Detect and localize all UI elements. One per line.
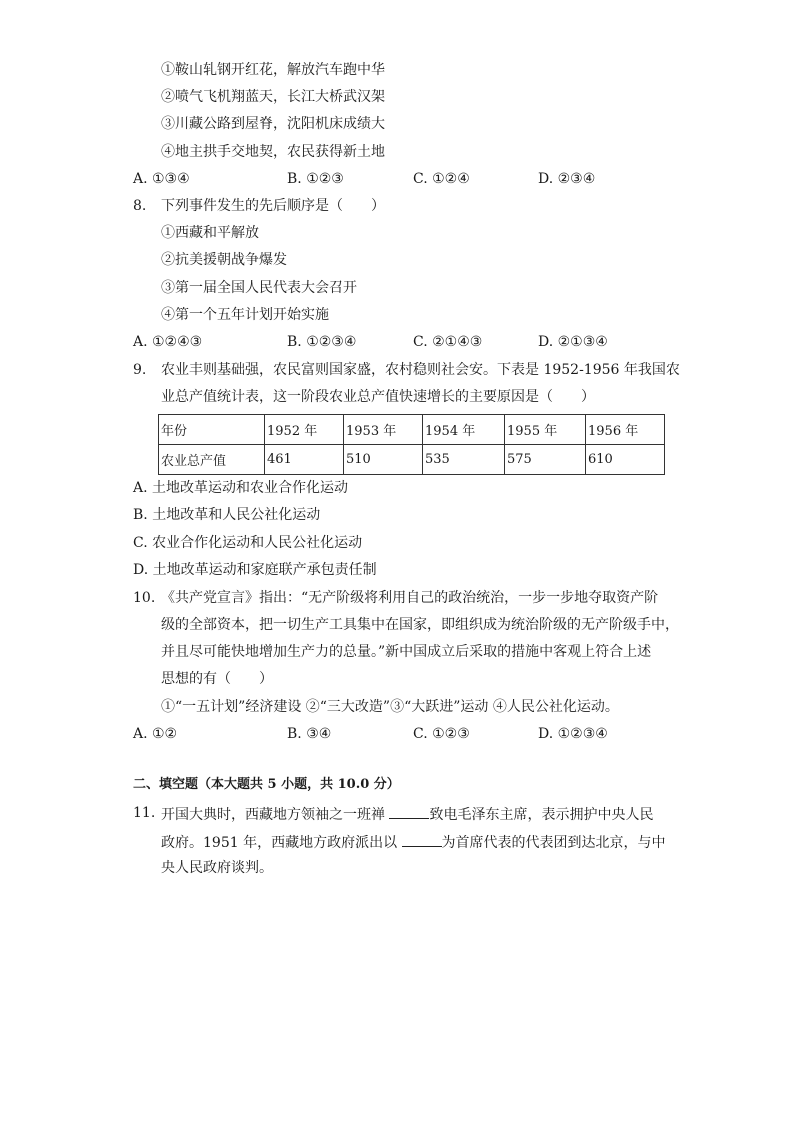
q10-stem-line-3: 并且尽可能快地增加生产力的总量。”新中国成立后采取的措施中客观上符合上述 bbox=[161, 644, 652, 660]
q11-line-1 bbox=[161, 804, 653, 824]
q7-option-c: C. ①②④ bbox=[413, 171, 470, 187]
table-row bbox=[159, 415, 665, 445]
q8-number: 8. bbox=[133, 198, 147, 214]
q10-stem-line-4: 思想的有（ ） bbox=[161, 671, 273, 687]
table-row bbox=[159, 445, 665, 475]
q10-items: ①“一五计划”经济建设 ②“三大改造”③“大跃进”运动 ④人民公社化运动。 bbox=[161, 699, 619, 715]
q9-option-a: A. 土地改革运动和农业合作化运动 bbox=[133, 480, 349, 496]
q8-option-d: D. ②①③④ bbox=[538, 334, 608, 350]
table-cell: 535 bbox=[423, 445, 505, 475]
table-cell: 610 bbox=[586, 445, 665, 475]
q11-answer-blank-2[interactable] bbox=[402, 832, 442, 847]
q11-line-1-text-a: 开国大典时，西藏地方领袖之一班禅 bbox=[161, 807, 390, 823]
q9-option-d: D. 土地改革运动和家庭联产承包责任制 bbox=[133, 562, 377, 578]
q7-option-b: B. ①②③ bbox=[287, 171, 344, 187]
q8-stem: 下列事件发生的先后顺序是（ ） bbox=[161, 198, 385, 214]
q7-item-4: ④地主拱手交地契，农民获得新土地 bbox=[161, 144, 385, 160]
q10-number: 10. bbox=[133, 590, 156, 606]
table-header-cell: 1952 年 bbox=[265, 415, 344, 445]
q10-stem-line-1: 《共产党宣言》指出：“无产阶级将利用自己的政治统治，一步一步地夺取资产阶 bbox=[161, 590, 659, 606]
q7-item-2: ②喷气飞机翔蓝天，长江大桥武汉架 bbox=[161, 89, 385, 105]
q11-line-2-text-a: 政府。1951 年，西藏地方政府派出以 bbox=[161, 835, 402, 851]
section-title-fill-in: 二、填空题（本大题共 5 小题，共 10.0 分） bbox=[133, 777, 400, 792]
q8-option-a: A. ①②④③ bbox=[133, 334, 203, 350]
q11-number: 11. bbox=[133, 805, 156, 821]
q9-option-b: B. 土地改革和人民公社化运动 bbox=[133, 507, 321, 523]
q10-option-c: C. ①②③ bbox=[413, 726, 470, 742]
table-header-cell: 年份 bbox=[159, 415, 265, 445]
q10-option-b: B. ③④ bbox=[287, 726, 332, 742]
q10-option-a: A. ①② bbox=[133, 726, 178, 742]
table-cell: 461 bbox=[265, 445, 344, 475]
table-header-cell: 1955 年 bbox=[505, 415, 586, 445]
q10-option-d: D. ①②③④ bbox=[538, 726, 608, 742]
q8-item-1: ①西藏和平解放 bbox=[161, 225, 259, 241]
q9-data-table bbox=[158, 414, 665, 475]
q9-stem-line-2: 业总产值统计表，这一阶段农业总产值快速增长的主要原因是（ ） bbox=[161, 389, 595, 405]
q11-line-3: 央人民政府谈判。 bbox=[161, 860, 273, 876]
q7-item-3: ③川藏公路到屋脊，沈阳机床成绩大 bbox=[161, 116, 385, 132]
q7-item-1: ①鞍山轧钢开红花，解放汽车跑中华 bbox=[161, 62, 385, 78]
table-header-cell: 1953 年 bbox=[344, 415, 423, 445]
q8-item-2: ②抗美援朝战争爆发 bbox=[161, 252, 287, 268]
table-cell: 510 bbox=[344, 445, 423, 475]
q8-option-c: C. ②①④③ bbox=[413, 334, 483, 350]
q8-item-4: ④第一个五年计划开始实施 bbox=[161, 307, 329, 323]
table-header-cell: 1954 年 bbox=[423, 415, 505, 445]
table-cell: 575 bbox=[505, 445, 586, 475]
q11-line-1-text-b: 致电毛泽东主席，表示拥护中央人民 bbox=[429, 807, 654, 823]
q11-line-2 bbox=[161, 832, 666, 852]
q11-answer-blank-1[interactable] bbox=[389, 804, 429, 819]
q9-number: 9. bbox=[133, 362, 147, 378]
q9-stem-line-1: 农业丰则基础强，农民富则国家盛，农村稳则社会安。下表是 1952-1956 年我国农 bbox=[161, 362, 680, 378]
q11-line-2-text-b: 为首席代表的代表团到达北京，与中 bbox=[441, 835, 666, 851]
q9-option-c: C. 农业合作化运动和人民公社化运动 bbox=[133, 535, 363, 551]
q10-stem-line-2: 级的全部资本，把一切生产工具集中在国家，即组织成为统治阶级的无产阶级手中， bbox=[161, 617, 679, 633]
q7-option-a: A. ①③④ bbox=[133, 171, 190, 187]
q7-option-d: D. ②③④ bbox=[538, 171, 596, 187]
table-cell: 农业总产值 bbox=[159, 445, 265, 475]
q8-option-b: B. ①②③④ bbox=[287, 334, 357, 350]
q8-item-3: ③第一届全国人民代表大会召开 bbox=[161, 280, 357, 296]
table-header-cell: 1956 年 bbox=[586, 415, 665, 445]
